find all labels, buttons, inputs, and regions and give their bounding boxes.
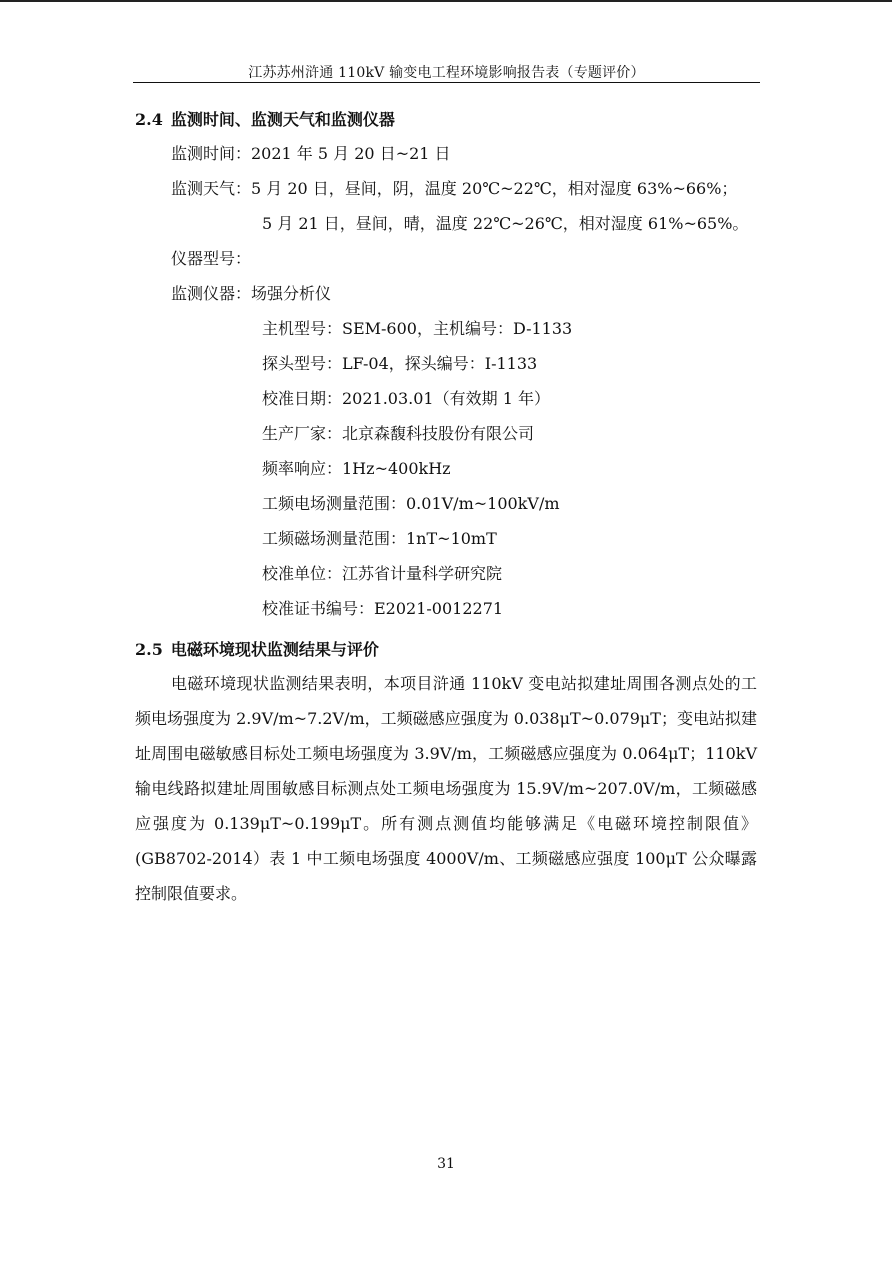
- section-number: 2.5: [135, 640, 163, 659]
- weather-line-2: 5 月 21 日，昼间，晴，温度 22℃~26℃，相对湿度 61%~65%。: [262, 214, 749, 233]
- running-header: 江苏苏州浒通 110kV 输变电工程环境影响报告表（专题评价）: [248, 65, 645, 81]
- instrument-detail: 探头型号：LF-04，探头编号：I-1133: [262, 354, 538, 373]
- instrument-detail: 频率响应：1Hz~400kHz: [262, 459, 451, 478]
- instrument-detail: 校准日期：2021.03.01（有效期 1 年）: [262, 389, 550, 408]
- instrument-detail: 校准证书编号：E2021-0012271: [262, 599, 504, 618]
- section-title: 电磁环境现状监测结果与评价: [170, 640, 379, 659]
- instrument-detail: 工频磁场测量范围：1nT~10mT: [262, 529, 497, 548]
- instrument-model-label: 仪器型号：: [171, 249, 252, 268]
- page-top-border: [0, 0, 892, 2]
- instrument-line: 监测仪器：场强分析仪: [171, 284, 332, 303]
- section-2-4-heading: [135, 110, 395, 130]
- instrument-detail: 校准单位：江苏省计量科学研究院: [262, 564, 503, 583]
- section-title: 监测时间、监测天气和监测仪器: [170, 110, 395, 129]
- section-2-5-heading: [135, 640, 379, 660]
- results-paragraph: 电磁环境现状监测结果表明，本项目浒通 110kV 变电站拟建址周围各测点处的工频电场强度为 2.9V/m~7.2V/m，工频磁感应强度为 0.038μT~0.079μT；变电站拟建址周围电磁敏感目标处工频电场强度为 3.9V/m，工频磁感应强度为 0.064μT；110kV 输电线路拟建址周围敏感目标测点处工频电场强度为 15.9V/m~207.0V/m，工频磁感应强度为 0.139μT~0.199μT。所有测点测值均能够满足《电磁环境控制限值》(GB8702-2014）表 1 中工频电场强度 4000V/m、工频磁感应强度 100μT 公众曝露控制限值要求。: [135, 674, 757, 903]
- monitoring-time-line: 监测时间：2021 年 5 月 20 日~21 日: [171, 144, 451, 163]
- page-number: 31: [437, 1156, 455, 1172]
- section-number: 2.4: [135, 110, 163, 129]
- weather-line-1: 监测天气：5 月 20 日，昼间，阴，温度 20℃~22℃，相对湿度 63%~66%；: [171, 179, 738, 198]
- instrument-detail: 工频电场测量范围：0.01V/m~100kV/m: [262, 494, 560, 513]
- header-rule: [133, 82, 760, 83]
- instrument-detail: 主机型号：SEM-600，主机编号：D-1133: [262, 319, 573, 338]
- instrument-detail: 生产厂家：北京森馥科技股份有限公司: [262, 424, 535, 443]
